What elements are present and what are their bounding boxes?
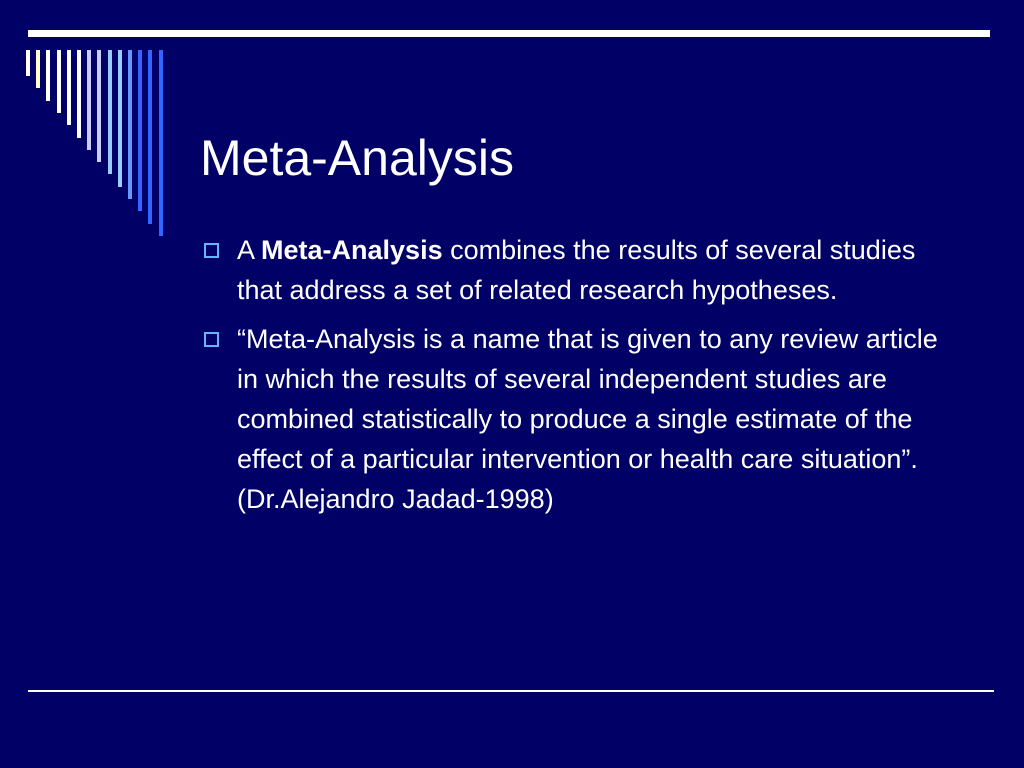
decorative-stripe [108, 50, 112, 174]
bottom-rule [28, 690, 994, 692]
decorative-stripe [97, 50, 101, 162]
bullet-1-text: combines the results of several studies that address a set of related research hypotheses. [237, 235, 916, 305]
decorative-stripe [118, 50, 122, 187]
decorative-stripe [148, 50, 152, 224]
bullet-1-prefix: A [237, 235, 262, 265]
decorative-stripe [159, 50, 163, 236]
decorative-stripe [26, 50, 30, 76]
decorative-stripe [77, 50, 81, 138]
square-bullet-icon [204, 243, 219, 258]
slide-title: Meta-Analysis [200, 129, 514, 186]
bullet-list [204, 230, 964, 528]
bullet-1-bold-term: Meta-Analysis [261, 235, 443, 265]
bullet-2-text: “Meta-Analysis is a name that is given to any review article in which the results of several independent studies are combined statistically to produce a single estimate of the effect of a particular intervention or health care situation”.(Dr.Alejandro Jadad-1998) [237, 324, 938, 514]
decorative-stripe [67, 50, 71, 125]
decorative-stripe [87, 50, 91, 150]
bullet-item-1 [204, 230, 964, 310]
decorative-stripe [128, 50, 132, 199]
top-rule [28, 30, 990, 37]
bullet-item-2 [204, 319, 964, 519]
decorative-stripe [57, 50, 61, 113]
decorative-stripe [36, 50, 40, 88]
decorative-stripe [46, 50, 50, 101]
decorative-stripe [138, 50, 142, 211]
square-bullet-icon [204, 332, 219, 347]
